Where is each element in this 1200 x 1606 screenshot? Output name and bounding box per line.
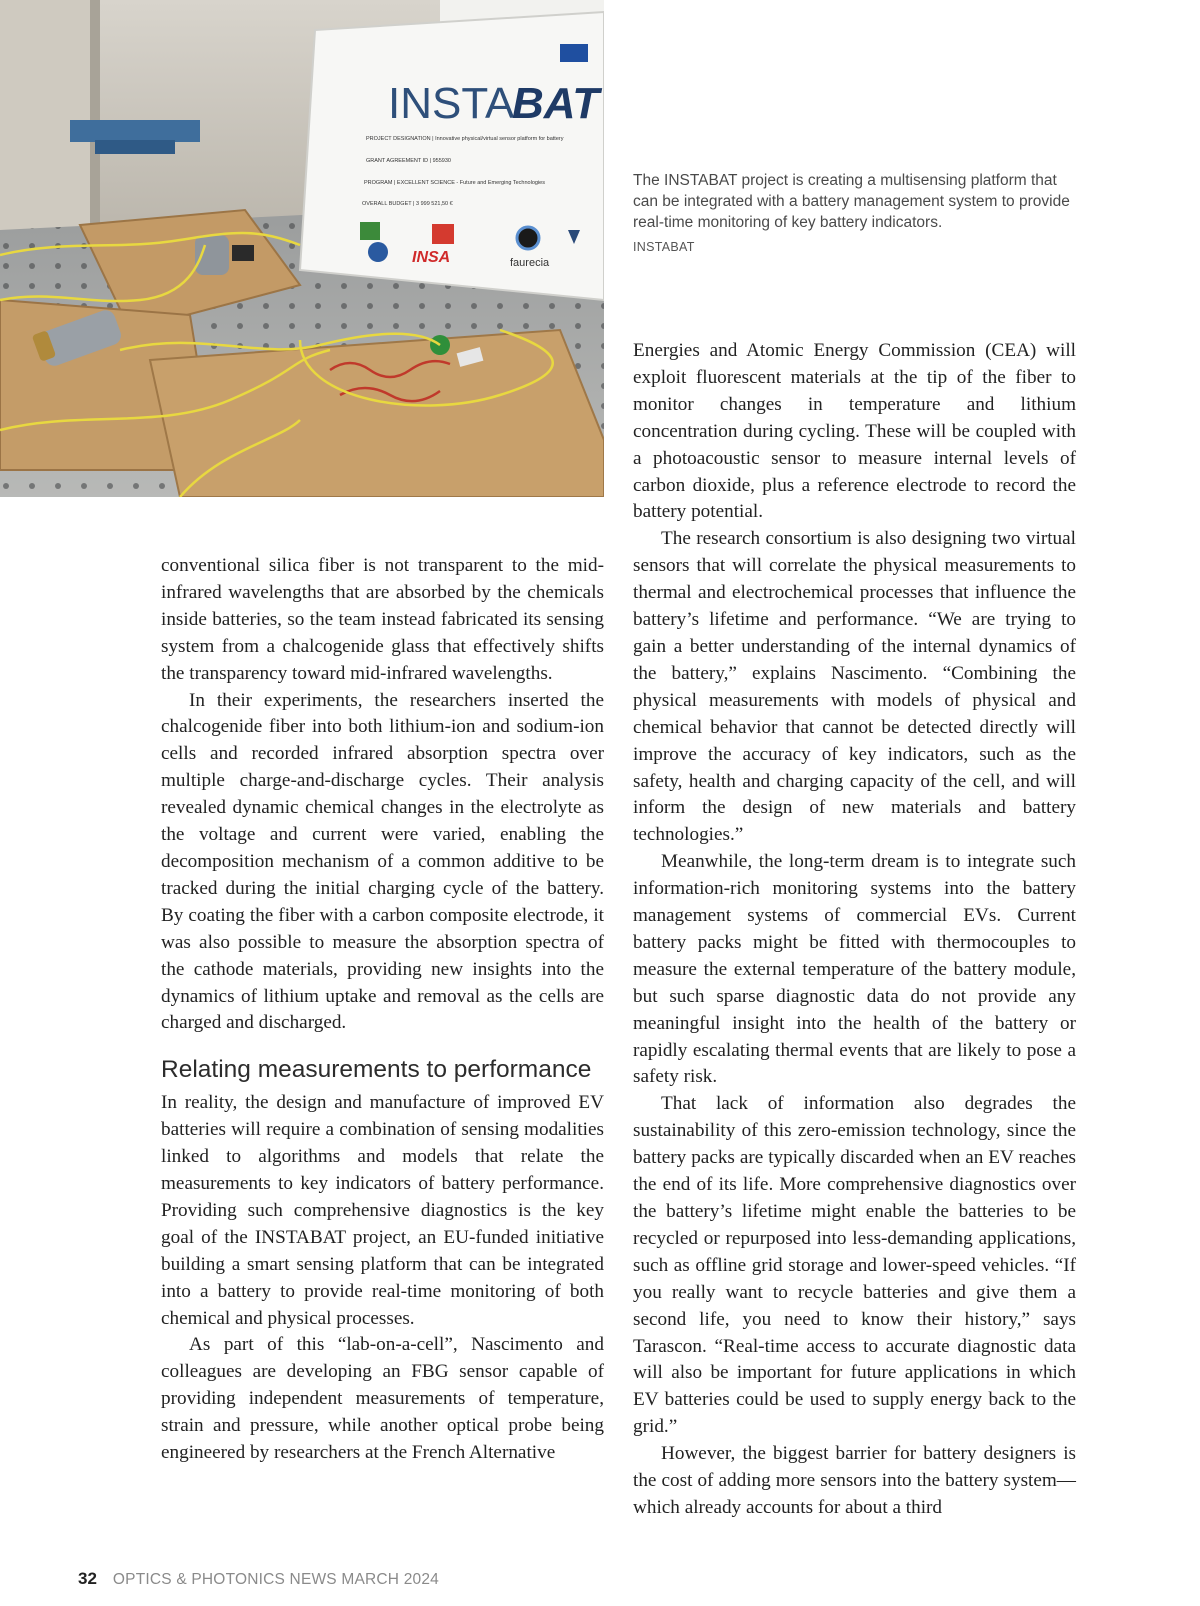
sign-line: PROGRAM | EXCELLENT SCIENCE - Future and Emerging Technologies [364, 180, 545, 186]
caption-text: The INSTABAT project is creating a multisensing platform that can be integrated with a battery management system to provide real-time monitoring of key battery indicators. [633, 172, 1070, 231]
lab-bench-photo [0, 0, 604, 497]
article-column-left [161, 553, 604, 1467]
article-photo [0, 0, 604, 497]
body-paragraph: In reality, the design and manufacture of improved EV batteries will require a combination of sensing modalities linked to algorithms and models that relate the measurements to key indicators of battery performance. Providing such comprehensive diagnostics is the key goal of the INSTABAT project, an EU-funded initiative building a smart sensing platform that can be integrated into a battery to provide real-time monitoring of both chemical and physical processes. [161, 1092, 604, 1329]
body-paragraph: conventional silica fiber is not transparent to the mid-infrared wavelengths that are absorbed by the chemicals inside batteries, so the team instead fabricated its sensing system from a chalcogenide glass that effectively shifts the transparency toward mid-infrared wavelengths. [161, 555, 604, 684]
partner-logo-icon [368, 242, 388, 262]
body-paragraph: That lack of information also degrades the sustainability of this zero-emission technology, since the battery packs are typically discarded when an EV reaches the end of its life. More comprehensive diagnostics over the battery’s lifetime might enable the batteries to be recycled or repurposed into less-demanding applications, such as offline grid storage and lower-speed vehicles. “If you really want to recycle batteries and give them a second life, you need to know their history,” says Tarascon. “Real-time access to accurate diagnostic data will also be important for future applications in which EV batteries could be used to supply energy back to the grid.” [633, 1093, 1076, 1438]
article-column-right [633, 338, 1076, 1522]
partner-logo-icon [432, 224, 454, 244]
page-footer [78, 1569, 439, 1589]
body-paragraph: In their experiments, the researchers inserted the chalcogenide fiber into both lithium-ion and sodium-ion cells and recorded infrared absorption spectra over multiple charge-and-discharge cycles. Their analysis revealed dynamic chemical changes in the electrolyte as the voltage and current were varied, enabling the decomposition mechanism of a common additive to be tracked during the initial charging cycle of the battery. By coating the fiber with a carbon composite electrode, it was also possible to measure the absorption spectra of the cathode materials, providing new insights into the dynamics of lithium uptake and removal as the cells are charged and discharged. [161, 689, 604, 1034]
body-paragraph: Meanwhile, the long-term dream is to integrate such information-rich monitoring systems into the battery management systems of commercial EVs. Current battery packs might be fitted with thermocouples to measure the external temperature of the battery module, but such sparse diagnostic data do not provide any meaningful insight into the health of the battery or rapidly escalating thermal events that are likely to pose a safety risk. [633, 851, 1076, 1088]
photo-caption [633, 170, 1083, 258]
photo-credit: INSTABAT [633, 240, 695, 254]
body-paragraph: Energies and Atomic Energy Commission (CEA) will exploit fluorescent materials at the tip of the fiber to monitor changes in temperature and lithium concentration during cycling. These will be coupled with a photoacoustic sensor to measure internal levels of carbon dioxide, plus a reference electrode to record the battery potential. [633, 340, 1076, 523]
sign-brand-suffix: BAT [512, 79, 600, 128]
body-paragraph: However, the biggest barrier for battery designers is the cost of adding more sensors into the battery system—which already accounts for about a third [633, 1443, 1076, 1518]
sign-line: OVERALL BUDGET | 3 999 521,50 € [362, 201, 453, 207]
eu-flag-icon [560, 44, 588, 62]
body-paragraph: The research consortium is also designing two virtual sensors that will correlate the physical measurements to thermal and electrochemical processes that influence the battery’s lifetime and performance. “We are trying to gain a better understanding of the internal dynamics of the battery,” explains Nascimento. “Combining the physical measurements with models of physical and chemical behavior that cannot be detected directly will improve the accuracy of key indicators, such as the safety, health and charging capacity of the cell, and will inform the design of new materials and battery technologies.” [633, 528, 1076, 846]
sign-line: GRANT AGREEMENT ID | 955930 [366, 158, 451, 164]
partner-logo-icon [360, 222, 380, 240]
sign-line: PROJECT DESIGNATION | Innovative physical/virtual sensor platform for battery [366, 136, 564, 142]
sign-brand-prefix: INSTA [388, 79, 515, 128]
page-number: 32 [78, 1569, 97, 1588]
section-subheading: Relating measurements to performance [161, 1056, 592, 1084]
publication-name: OPTICS & PHOTONICS NEWS MARCH 2024 [112, 1571, 439, 1588]
body-paragraph: As part of this “lab-on-a-cell”, Nascimento and colleagues are developing an FBG sensor capable of providing independent measurements of temperature, strain and pressure, while another optical probe being engineered by researchers at the French Alternative [161, 1334, 604, 1464]
faurecia-logo: faurecia [510, 257, 550, 269]
bmw-logo-icon [517, 227, 539, 249]
insa-logo: INSA [412, 249, 451, 266]
